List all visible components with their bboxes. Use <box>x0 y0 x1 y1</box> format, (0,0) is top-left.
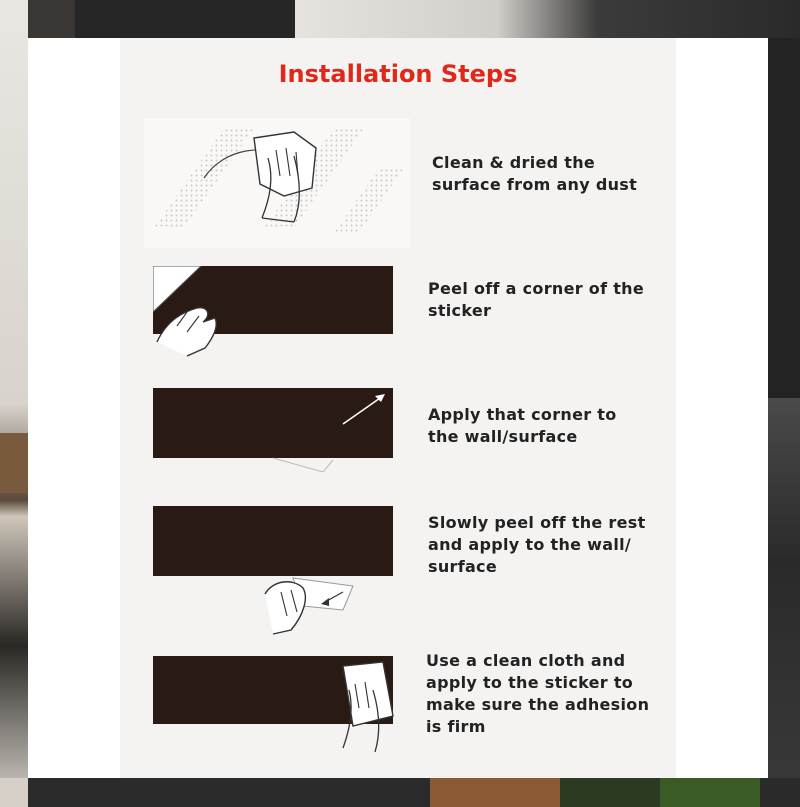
step-1-illustration <box>144 118 410 248</box>
apply-arrow-icon <box>153 388 395 472</box>
step-5-illustration <box>153 656 395 756</box>
instruction-card <box>120 38 676 778</box>
step-4-text: Slowly peel off the rest and apply to the wall/ surface <box>428 513 646 576</box>
left-wall <box>0 0 28 807</box>
info-panel <box>28 38 768 778</box>
peel-corner-icon <box>153 266 395 358</box>
peel-rest-icon <box>153 506 395 636</box>
step-3-text: Apply that corner to the wall/surface <box>428 405 617 446</box>
page-title: Installation Steps <box>278 60 518 88</box>
step-5-text: Use a clean cloth and apply to the sticker to make sure the adhesion is firm <box>426 651 650 736</box>
chalkboard <box>768 38 800 398</box>
step-4-illustration <box>153 506 395 636</box>
bottom-strip <box>0 778 800 807</box>
step-2-text: Peel off a corner of the sticker <box>428 279 645 320</box>
wipe-hand-icon <box>144 118 410 248</box>
top-board <box>75 0 295 38</box>
top-wall <box>295 0 800 38</box>
step-3-illustration <box>153 388 395 472</box>
cloth-press-icon <box>153 656 395 756</box>
step-2-illustration <box>153 266 395 358</box>
step-1-text: Clean & dried the surface from any dust <box>432 153 638 194</box>
left-shelf <box>0 433 28 493</box>
right-wall <box>768 398 800 807</box>
